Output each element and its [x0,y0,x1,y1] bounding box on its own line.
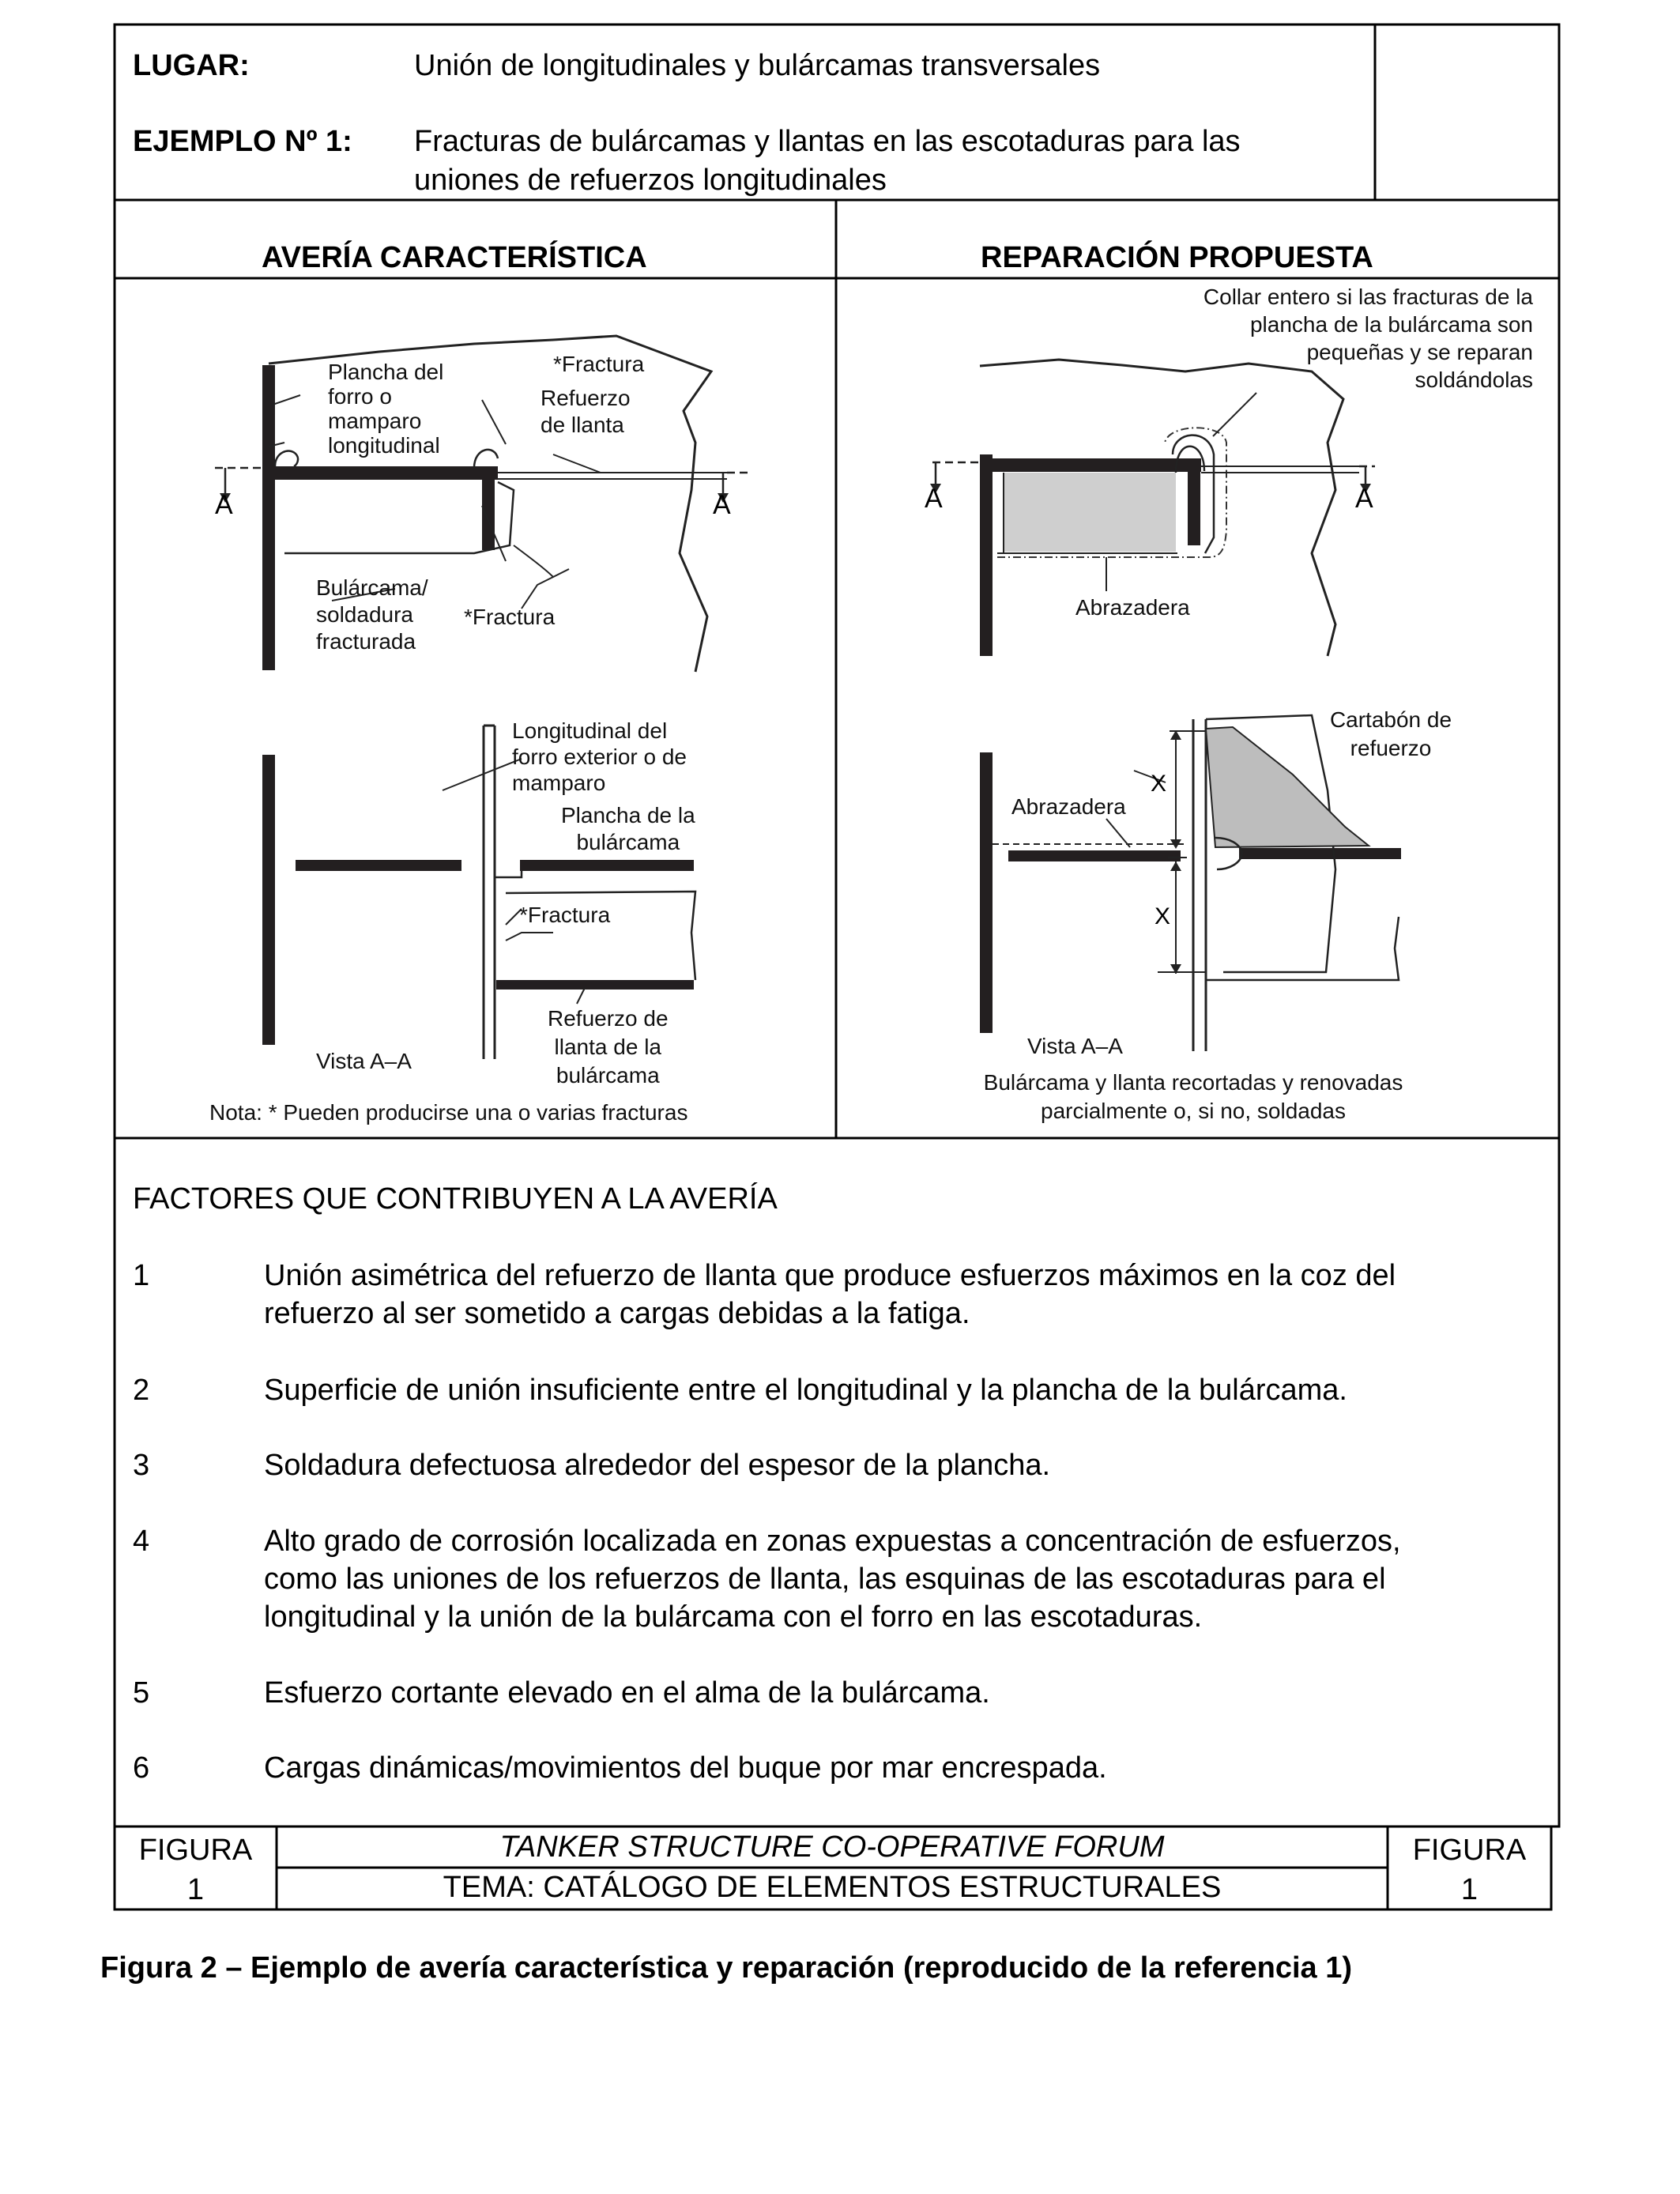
factor-5-num: 5 [133,1676,150,1710]
vista-right-label: Vista A–A [1027,1034,1123,1058]
footer-figura-right: FIGURA 1 [1412,1834,1527,1906]
fractura-view-label: *Fractura [519,903,611,927]
fractura-bottom-label: *Fractura [464,605,556,629]
cartabon-label: Cartabón de refuerzo [1329,707,1452,760]
factor-3-num: 3 [133,1449,150,1482]
dim-x-bottom: X [1155,903,1171,929]
factor-2-num: 2 [133,1374,150,1407]
abrazadera-top-label: Abrazadera [1075,595,1190,620]
factor-5-text: Esfuerzo cortante elevado en el alma de la bulárcama. [264,1676,990,1710]
ejemplo-value-line1: Fracturas de bulárcamas y llantas en las escotaduras para las [414,125,1241,158]
factor-2-text: Superficie de unión insuficiente entre el longitudinal y la plancha de la bulárcama. [264,1374,1347,1407]
plancha-bularcama-label: Plancha de la bulárcama [561,803,695,854]
abrazadera-view-label: Abrazadera [1011,794,1126,819]
refuerzo-llanta-bularcama-label: Refuerzo de llanta de la bulárcama [548,1006,669,1088]
refuerzo-llanta-label: Refuerzo de llanta [541,386,631,437]
lugar-label: LUGAR: [133,49,250,82]
factor-1-text: Unión asimétrica del refuerzo de llanta que produce esfuerzos máximos en la coz del refuerzo al ser sometido a cargas debidas a la fatiga. [264,1259,1396,1330]
lugar-value: Unión de longitudinales y bulárcamas transversales [414,49,1101,82]
factor-6-text: Cargas dinámicas/movimientos del buque por mar encrespada. [264,1751,1107,1785]
figure-caption: Figura 2 – Ejemplo de avería característica y reparación (reproducido de la referencia 1) [100,1951,1352,1985]
section-a-left-repair: A [925,484,943,514]
fractura-top-label: *Fractura [553,352,645,376]
reparacion-title: REPARACIÓN PROPUESTA [981,241,1373,274]
factor-6-num: 6 [133,1751,150,1785]
bularcama-soldadura-label: Bulárcama/ soldadura fracturada [316,575,428,654]
ejemplo-label: EJEMPLO Nº 1: [133,125,352,158]
longitudinal-forro-label: Longitudinal del forro exterior o de mamparo [512,718,687,795]
factor-1-num: 1 [133,1259,150,1292]
footer-figura-left: FIGURA 1 [138,1834,253,1906]
vista-left-label: Vista A–A [316,1049,412,1073]
ejemplo-value-line2: uniones de refuerzos longitudinales [414,164,887,197]
factor-4-num: 4 [133,1525,150,1558]
nota-label: Nota: * Pueden producirse una o varias fracturas [209,1100,688,1125]
averia-title: AVERÍA CARACTERÍSTICA [262,241,647,274]
section-a-left: A [215,490,233,520]
reparacion-caption: Bulárcama y llanta recortadas y renovadas parcialmente o, si no, soldadas [983,1070,1403,1123]
factor-4-text: Alto grado de corrosión localizada en zonas expuestas a concentración de esfuerzos, como las uniones de los refuerzos de llanta, las esquinas de las escotaduras para el longitudinal y la unión de la bulárcama con el forro en las escotaduras. [264,1525,1401,1634]
section-a-right: A [713,490,731,520]
factor-3-text: Soldadura defectuosa alrededor del espesor de la plancha. [264,1449,1051,1482]
factors-title: FACTORES QUE CONTRIBUYEN A LA AVERÍA [133,1182,778,1216]
plancha-forro-label: Plancha del forro o mamparo longitudinal [328,360,444,458]
section-a-right-repair: A [1355,484,1373,514]
footer-tema: TEMA: CATÁLOGO DE ELEMENTOS ESTRUCTURALES [443,1871,1222,1904]
collar-label: Collar entero si las fracturas de la plancha de la bulárcama son pequeñas y se reparan soldándolas [1203,285,1533,392]
footer-forum: TANKER STRUCTURE CO-OPERATIVE FORUM [499,1830,1165,1864]
dim-x-top: X [1151,771,1167,797]
